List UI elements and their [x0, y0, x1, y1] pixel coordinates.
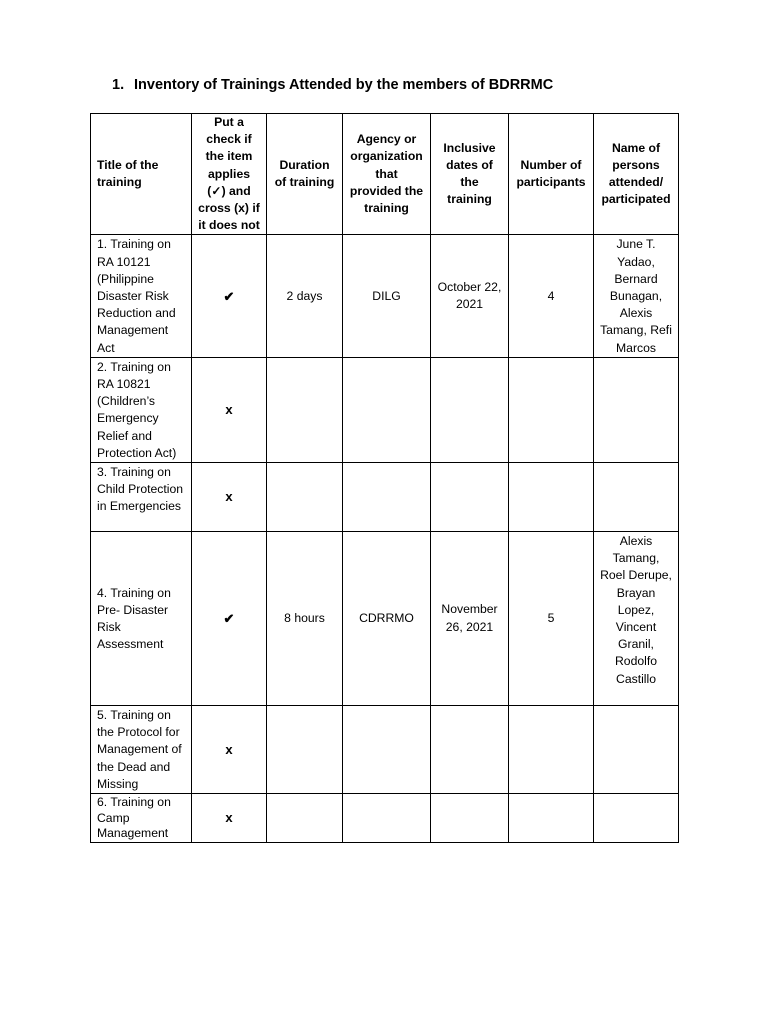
header-dates: Inclusive dates of the training [431, 114, 509, 235]
section-heading [112, 77, 553, 93]
cross-mark: x [192, 357, 267, 462]
row-dates [431, 357, 509, 462]
header-title: Title of the training [91, 114, 192, 235]
header-duration: Duration of training [267, 114, 343, 235]
row-title: 2. Training on RA 10821 (Children’s Emergency Relief and Protection Act) [91, 357, 192, 462]
cross-mark: x [192, 794, 267, 843]
row-agency: CDRRMO [343, 532, 431, 706]
row-title: 5. Training on the Protocol for Management of the Dead and Missing [91, 706, 192, 794]
row-participants: 5 [509, 532, 594, 706]
row-agency [343, 794, 431, 843]
row-participants [509, 357, 594, 462]
row-agency [343, 706, 431, 794]
header-agency: Agency or organization that provided the training [343, 114, 431, 235]
table-row [91, 357, 679, 462]
row-title: 3. Training on Child Protection in Emergencies [91, 463, 192, 532]
row-title: 4. Training on Pre- Disaster Risk Assessment [91, 532, 192, 706]
check-mark: ✔ [192, 235, 267, 357]
row-duration [267, 357, 343, 462]
row-dates: October 22, 2021 [431, 235, 509, 357]
trainings-inventory-table [90, 113, 679, 843]
row-dates [431, 706, 509, 794]
row-duration [267, 794, 343, 843]
row-title: 1. Training on RA 10121 (Philippine Disaster Risk Reduction and Management Act [91, 235, 192, 357]
section-title: Inventory of Trainings Attended by the members of BDRRMC [134, 77, 554, 93]
table-row [91, 532, 679, 706]
header-participants: Number of participants [509, 114, 594, 235]
cross-mark: x [192, 706, 267, 794]
table-row [91, 235, 679, 357]
table-row [91, 463, 679, 532]
row-names [594, 706, 679, 794]
check-mark: ✔ [192, 532, 267, 706]
row-names: June T. Yadao, Bernard Bunagan, Alexis Tamang, Refi Marcos [594, 235, 679, 357]
table-row [91, 706, 679, 794]
row-duration: 2 days [267, 235, 343, 357]
row-dates [431, 463, 509, 532]
row-names: Alexis Tamang, Roel Derupe, Brayan Lopez, Vincent Granil, Rodolfo Castillo [594, 532, 679, 706]
row-names [594, 357, 679, 462]
row-duration [267, 463, 343, 532]
row-agency [343, 463, 431, 532]
row-names [594, 463, 679, 532]
row-participants [509, 794, 594, 843]
row-participants [509, 706, 594, 794]
row-participants: 4 [509, 235, 594, 357]
table-row [91, 794, 679, 843]
row-duration: 8 hours [267, 532, 343, 706]
section-number: 1. [112, 77, 125, 93]
row-participants [509, 463, 594, 532]
header-names: Name of persons attended/ participated [594, 114, 679, 235]
row-duration [267, 706, 343, 794]
row-dates: November 26, 2021 [431, 532, 509, 706]
table-header-row [91, 114, 679, 235]
cross-mark: x [192, 463, 267, 532]
row-title: 6. Training on Camp Management [91, 794, 192, 843]
row-agency [343, 357, 431, 462]
row-agency: DILG [343, 235, 431, 357]
header-check: Put a check if the item applies (✓) and cross (x) if it does not [192, 114, 267, 235]
row-dates [431, 794, 509, 843]
row-names [594, 794, 679, 843]
